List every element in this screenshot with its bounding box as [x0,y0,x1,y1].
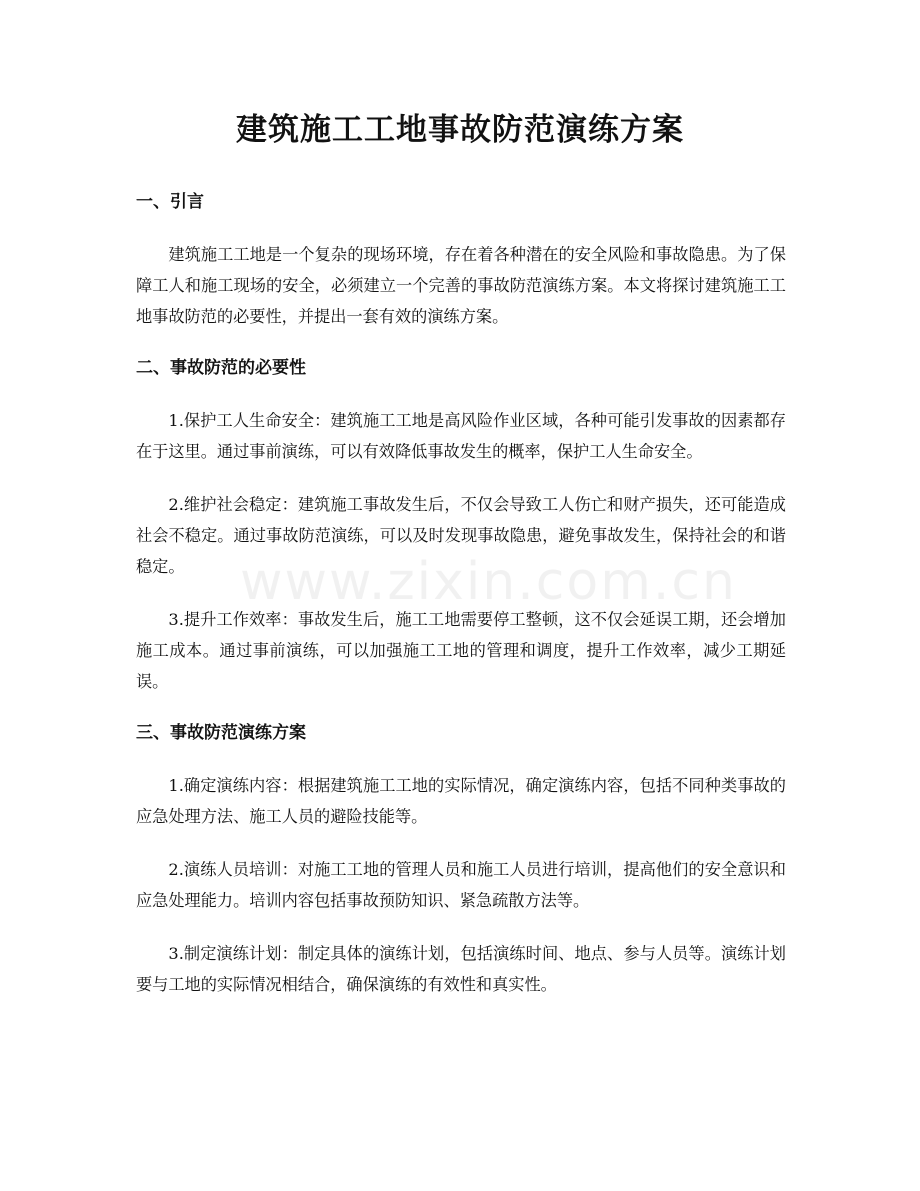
paragraph: 1.确定演练内容：根据建筑施工工地的实际情况，确定演练内容，包括不同种类事故的应急处理方法、施工人员的避险技能等。 [136,776,786,826]
section-introduction [136,188,786,332]
section-heading: 一、引言 [136,192,204,212]
document-body [136,188,786,1022]
paragraph: 2.演练人员培训：对施工工地的管理人员和施工人员进行培训，提高他们的安全意识和应急处理能力。培训内容包括事故预防知识、紧急疏散方法等。 [136,860,786,910]
paragraph: 2.维护社会稳定：建筑施工事故发生后，不仅会导致工人伤亡和财产损失，还可能造成社会不稳定。通过事故防范演练，可以及时发现事故隐患，避免事故发生，保持社会的和谐稳定。 [136,495,786,576]
section-heading: 三、事故防范演练方案 [136,723,306,743]
section-drill-plan [136,719,786,1000]
paragraph: 3.制定演练计划：制定具体的演练计划，包括演练时间、地点、参与人员等。演练计划要与工地的实际情况相结合，确保演练的有效性和真实性。 [136,944,786,994]
paragraph: 建筑施工工地是一个复杂的现场环境，存在着各种潜在的安全风险和事故隐患。为了保障工人和施工现场的安全，必须建立一个完善的事故防范演练方案。本文将探讨建筑施工工地事故防范的必要性，并提出一套有效的演练方案。 [136,245,786,326]
watermark: www.zixin.com.cn [240,552,737,612]
paragraph: 1.保护工人生命安全：建筑施工工地是高风险作业区域，各种可能引发事故的因素都存在于这里。通过事前演练，可以有效降低事故发生的概率，保护工人生命安全。 [136,411,786,461]
section-necessity [136,354,786,697]
document-title: 建筑施工工地事故防范演练方案 [236,112,684,148]
paragraph: 3.提升工作效率：事故发生后，施工工地需要停工整顿，这不仅会延误工期，还会增加施工成本。通过事前演练，可以加强施工工地的管理和调度，提升工作效率，减少工期延误。 [136,610,786,691]
section-heading: 二、事故防范的必要性 [136,358,306,378]
